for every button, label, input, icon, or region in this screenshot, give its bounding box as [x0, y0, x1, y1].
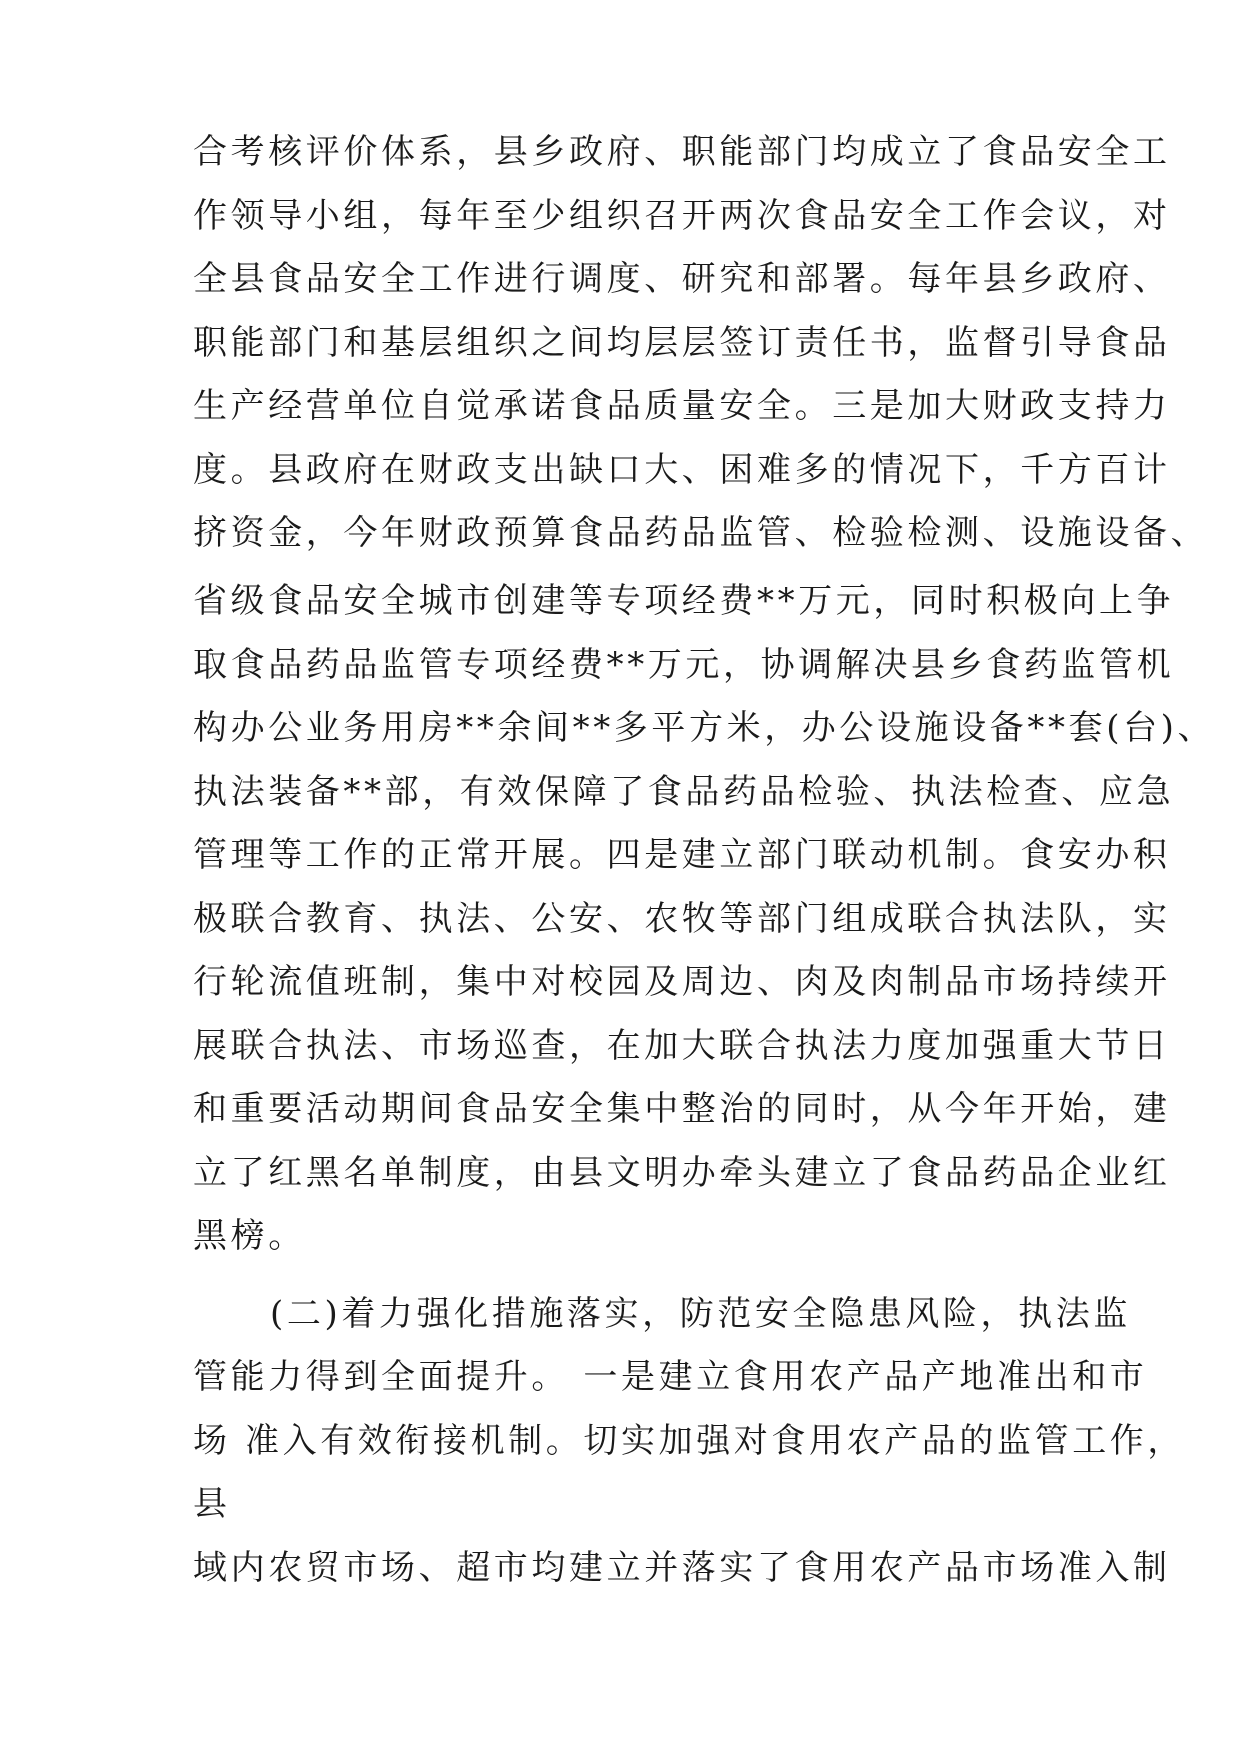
- text-line: 管理等工作的正常开展。四是建立部门联动机制。食安办积: [193, 835, 1171, 875]
- text-line: 取食品药品监管专项经费**万元，协调解决县乡食药监管机: [193, 645, 1175, 685]
- text-line: 立了红黑名单制度，由县文明办牵头建立了食品药品企业红: [193, 1153, 1171, 1193]
- text-line: 挤资金，今年财政预算食品药品监管、检验检测、设施设备、: [193, 513, 1209, 553]
- text-line: 生产经营单位自觉承诺食品质量安全。三是加大财政支持力: [193, 386, 1171, 426]
- text-line: 作领导小组，每年至少组织召开两次食品安全工作会议，对: [193, 196, 1171, 236]
- text-line: 极联合教育、执法、公安、农牧等部门组成联合执法队，实: [193, 899, 1171, 939]
- text-line: 构办公业务用房**余间**多平方米，办公设施设备**套(台)、: [193, 708, 1216, 748]
- text-line: 执法装备**部，有效保障了食品药品检验、执法检查、应急: [193, 772, 1175, 812]
- text-line: 省级食品安全城市创建等专项经费**万元，同时积极向上争: [193, 581, 1175, 621]
- text-line: 县: [193, 1484, 231, 1524]
- text-line: 管能力得到全面提升。 一是建立食用农产品产地准出和市: [193, 1357, 1148, 1397]
- text-line: 全县食品安全工作进行调度、研究和部署。每年县乡政府、: [193, 259, 1171, 299]
- text-line: 度。县政府在财政支出缺口大、困难多的情况下，千方百计: [193, 450, 1171, 490]
- text-line: 展联合执法、市场巡查，在加大联合执法力度加强重大节日: [193, 1026, 1171, 1066]
- text-line: 职能部门和基层组织之间均层层签订责任书，监督引导食品: [193, 323, 1171, 363]
- text-line: 合考核评价体系，县乡政府、职能部门均成立了食品安全工: [193, 132, 1171, 172]
- text-line: 行轮流值班制，集中对校园及周边、肉及肉制品市场持续开: [193, 962, 1171, 1002]
- text-line: 域内农贸市场、超市均建立并落实了食用农产品市场准入制: [193, 1548, 1171, 1588]
- text-line: 黑榜。: [193, 1216, 306, 1256]
- text-line: 场 准入有效衔接机制。切实加强对食用农产品的监管工作，: [193, 1421, 1186, 1461]
- section-heading-line: (二)着力强化措施落实，防范安全隐患风险，执法监: [270, 1294, 1131, 1334]
- text-line: 和重要活动期间食品安全集中整治的同时，从今年开始，建: [193, 1089, 1171, 1129]
